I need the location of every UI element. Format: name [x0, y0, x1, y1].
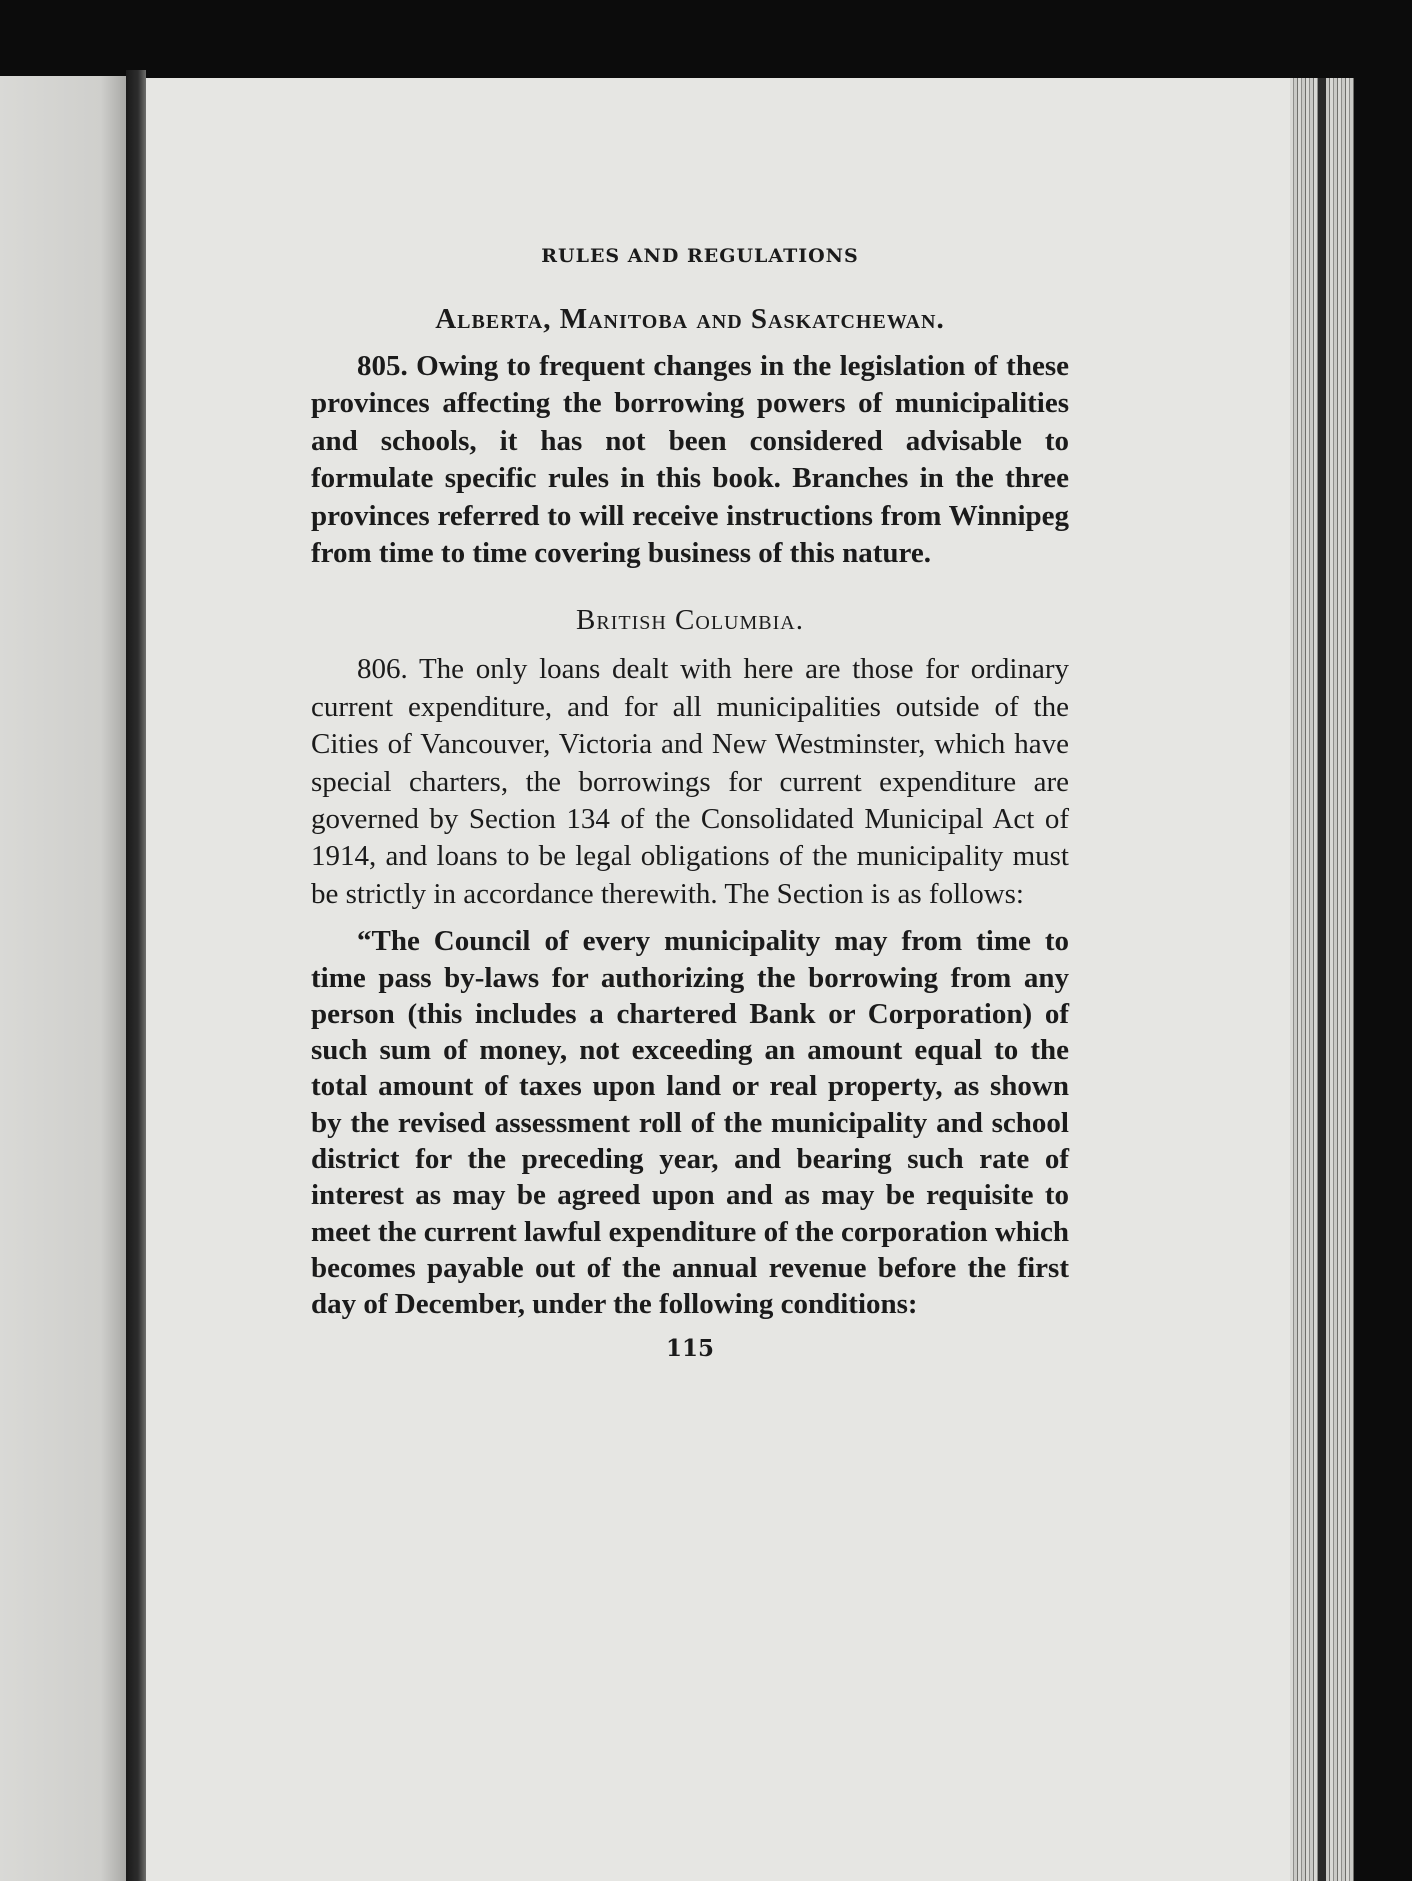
running-head: RULES AND REGULATIONS [541, 245, 859, 267]
facing-page-edge [0, 76, 126, 1881]
paragraph-805: 805. Owing to frequent changes in the legislation of these provinces affecting the borrowing powers of municipalities and schools, it has not been considered advisable to formulate specific rules in this book. Branches in the three provinces referred to will receive instructions from Winnipeg from time to time covering business of this nature. [311, 350, 1069, 570]
book-gutter [126, 70, 146, 1881]
section-heading-british-columbia: British Columbia. [576, 604, 804, 637]
page-content [311, 245, 1069, 1362]
page-number: 115 [665, 1334, 714, 1362]
quoted-section-134: “The Council of every municipality may from time to time pass by-laws for authorizing the borrowing from any person (this includes a chartered Bank or Corporation) of such sum of money, not exceeding an amount equal to the total amount of taxes upon land or real property, as shown by the revised assessment roll of the municipality and school district for the preceding year, and bearing such rate of interest as may be agreed upon and as may be requisite to meet the current lawful expenditure of the corporation which becomes payable out of the annual revenue before the first day of December, under the following conditions: [311, 925, 1069, 1321]
page-edge-shadow [1318, 78, 1326, 1881]
section-heading-prairie-provinces: Alberta, Manitoba and Saskatchewan. [435, 303, 945, 335]
paragraph-806: 806. The only loans dealt with here are those for ordinary current expenditure, and for all municipalities outside of the Cities of Vancouver, Victoria and New Westminster, which have special charters, the borrowings for current expenditure are governed by Section 134 of the Consolidated Municipal Act of 1914, and loans to be legal obligations of the municipality must be strictly in accordance therewith. The Section is as follows: [311, 653, 1069, 910]
